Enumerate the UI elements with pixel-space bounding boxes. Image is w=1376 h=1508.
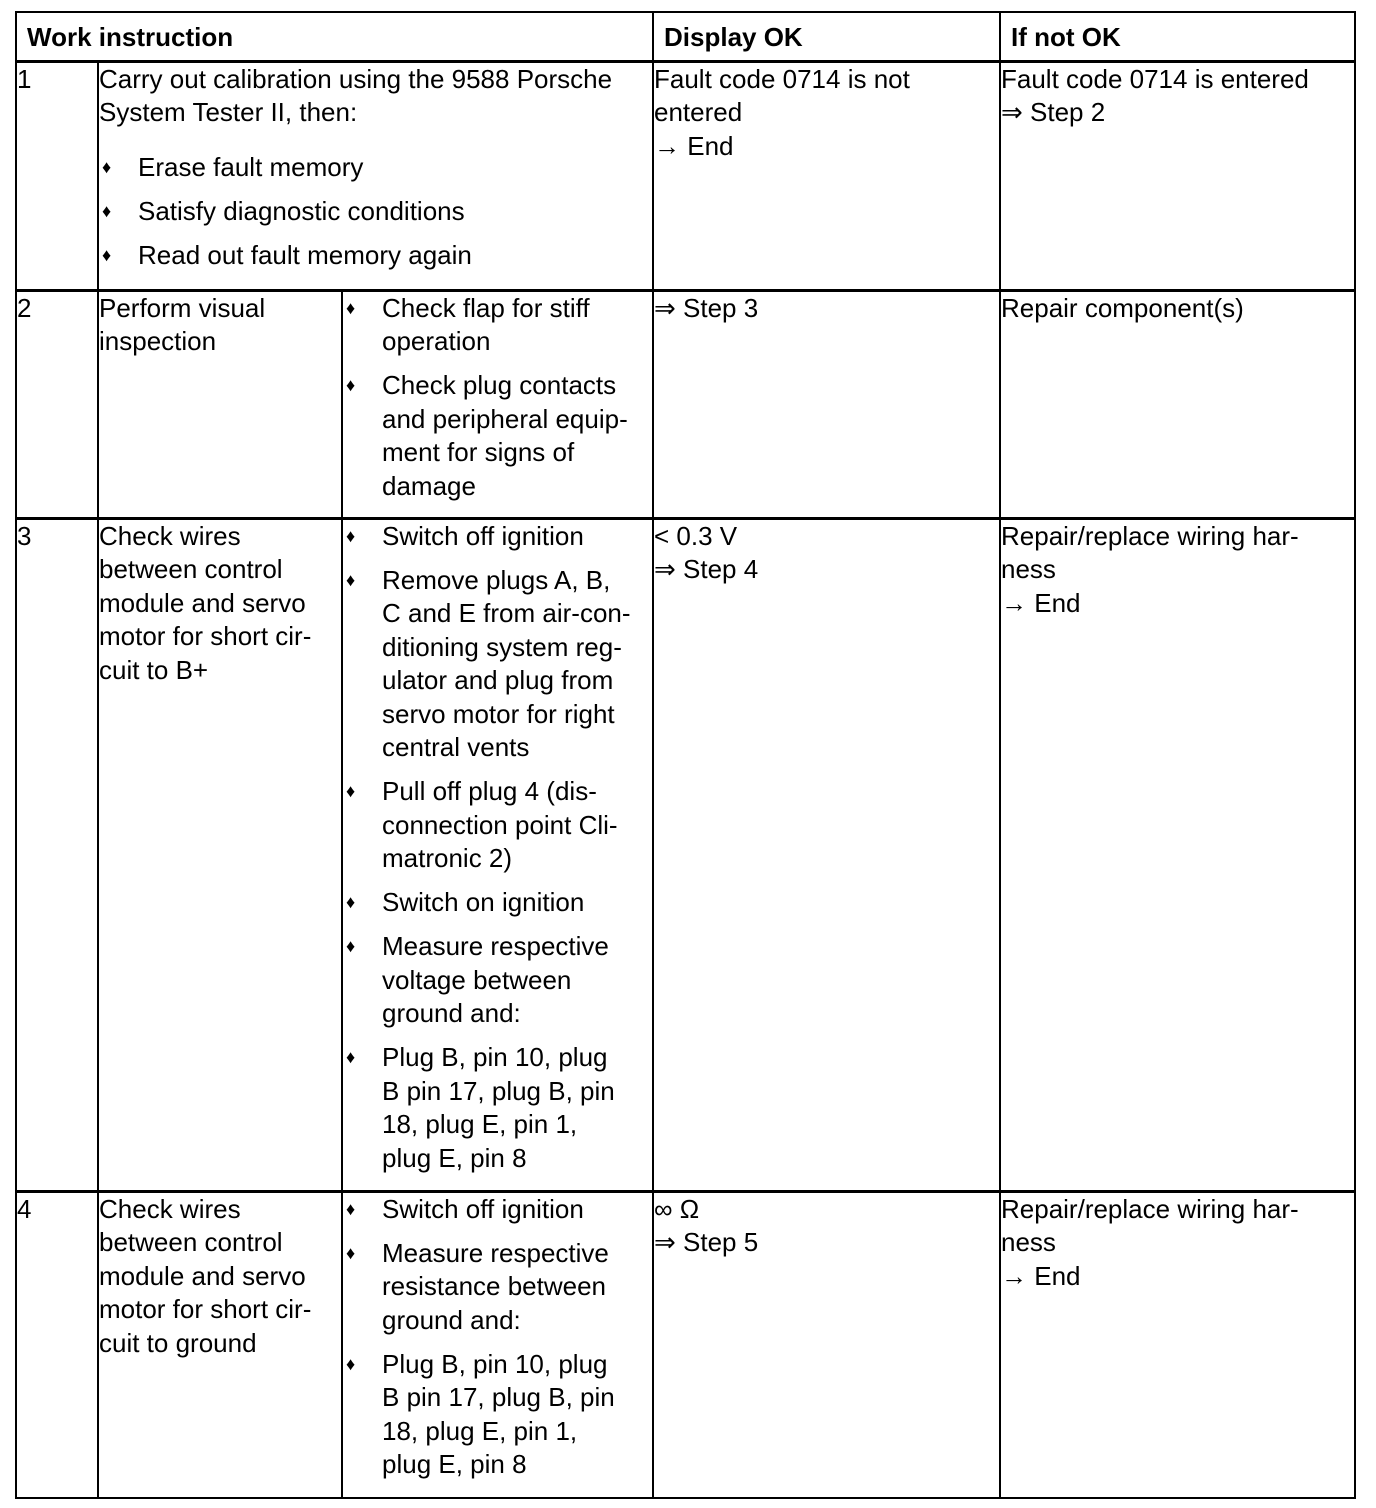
instruction-line: cuit to B+ [99, 654, 209, 685]
list-item-text: ♦ Read out fault memory again [138, 239, 472, 270]
instruction-line: Perform visual [99, 292, 266, 323]
substep-cell [342, 518, 653, 1191]
header-display-ok: Display OK [653, 12, 1000, 61]
list-item-text: ♦ Remove plugs A, B, [382, 564, 611, 595]
list-item-text: ♦ Measure respective [382, 931, 609, 961]
instruction-line: Carry out calibration using the 9588 Porsche [99, 63, 613, 94]
if-not-ok-cell [1000, 518, 1355, 1191]
if-not-ok-line: ness [1001, 1227, 1056, 1257]
list-item-text: ditioning system reg- [382, 631, 622, 662]
list-item [343, 1348, 652, 1482]
list-item [343, 369, 652, 503]
list-item-text: connection point Cli- [382, 809, 618, 840]
list-item-text: ground and: [382, 1304, 521, 1335]
instruction-line: module and servo [99, 1260, 306, 1291]
instruction-line: motor for short cir- [99, 621, 312, 651]
list-item-text: central vents [382, 732, 530, 762]
instruction-line: System Tester II, then: [99, 97, 358, 127]
list-item [99, 151, 652, 185]
list-item-text: 18, plug E, pin 1, [382, 1109, 578, 1139]
list-item [343, 292, 652, 359]
instruction-line: Check wires [99, 1193, 241, 1224]
list-item-text: operation [382, 326, 491, 356]
instruction-line: cuit to ground [99, 1327, 257, 1358]
step-number: 1 [16, 61, 98, 290]
table-row [16, 1191, 1355, 1498]
if-not-ok-cell [1000, 290, 1355, 518]
display-ok-cell [653, 61, 1000, 290]
list-item [343, 1237, 652, 1338]
list-item [343, 775, 652, 876]
if-not-ok-line: ⇒ Step 2 [1001, 97, 1106, 127]
list-item-text: matronic 2) [382, 843, 513, 873]
list-item-text: ground and: [382, 998, 521, 1028]
list-item-text: ment for signs of [382, 437, 575, 467]
step-number: 4 [16, 1191, 98, 1498]
list-item-text: ♦ Switch off ignition [382, 1193, 584, 1224]
list-item-text: ♦ Switch on ignition [382, 887, 585, 917]
if-not-ok-line: Fault code 0714 is entered [1001, 63, 1309, 94]
list-item-text: ♦ Switch off ignition [382, 520, 584, 551]
instruction-line: inspection [99, 326, 217, 356]
list-item-text: damage [382, 470, 476, 501]
list-item-text: 18, plug E, pin 1, [382, 1415, 578, 1446]
instruction-cell [98, 290, 342, 518]
display-ok-line: < 0.3 V [654, 520, 738, 551]
list-item [99, 239, 652, 273]
instruction-line: Check wires [99, 520, 241, 551]
if-not-ok-line: Repair/replace wiring har- [1001, 1193, 1299, 1224]
header-if-not-ok: If not OK [1000, 12, 1355, 61]
display-ok-line: ⇒ Step 3 [654, 292, 759, 323]
table-row [16, 61, 1355, 290]
list-item [99, 195, 652, 229]
substep-list [99, 151, 652, 273]
display-ok-cell [653, 518, 1000, 1191]
step-number: 2 [16, 290, 98, 518]
instruction-cell [98, 518, 342, 1191]
list-item-text: ♦ Erase fault memory [138, 151, 364, 182]
header-work-instruction: Work instruction [16, 12, 653, 61]
substep-cell [342, 1191, 653, 1498]
list-item-text: ♦ Measure respective [382, 1237, 609, 1268]
display-ok-line: ⇒ Step 5 [654, 1227, 759, 1257]
instruction-cell [98, 61, 653, 290]
if-not-ok-line: Repair component(s) [1001, 292, 1244, 323]
substep-cell [342, 290, 653, 518]
display-ok-line: entered [654, 97, 743, 127]
if-not-ok-cell [1000, 1191, 1355, 1498]
list-item-text: C and E from air-con- [382, 598, 631, 628]
display-ok-cell [653, 290, 1000, 518]
list-item-text: servo motor for right [382, 698, 615, 729]
list-item-text: B pin 17, plug B, pin [382, 1382, 615, 1412]
list-item-text: plug E, pin 8 [382, 1142, 527, 1173]
instruction-line: between control [99, 554, 283, 584]
list-item-text: voltage between [382, 964, 572, 995]
list-item-text: ♦ Plug B, pin 10, plug [382, 1042, 608, 1072]
list-item-text: plug E, pin 8 [382, 1449, 527, 1479]
list-item-text: and peripheral equip- [382, 403, 628, 434]
list-item-text: ♦ Check plug contacts [382, 370, 617, 400]
table-row [16, 290, 1355, 518]
display-ok-cell [653, 1191, 1000, 1498]
instruction-line: module and servo [99, 587, 306, 618]
display-ok-line: → End [654, 130, 734, 161]
if-not-ok-line: → End [1001, 1260, 1081, 1291]
list-item [343, 886, 652, 920]
instruction-line: motor for short cir- [99, 1294, 312, 1324]
display-ok-line: ∞ Ω [654, 1193, 700, 1224]
list-item-text: ♦ Satisfy diagnostic conditions [138, 195, 465, 226]
list-item-text: ♦ Pull off plug 4 (dis- [382, 776, 597, 806]
substep-list [343, 1193, 652, 1482]
if-not-ok-cell [1000, 61, 1355, 290]
list-item [343, 1193, 652, 1227]
list-item [343, 520, 652, 554]
list-item-text: resistance between [382, 1271, 607, 1301]
list-item [343, 1041, 652, 1175]
substep-list [343, 292, 652, 504]
list-item-text: ♦ Check flap for stiff [382, 292, 590, 323]
instruction-line: between control [99, 1227, 283, 1257]
work-instruction-table [15, 11, 1356, 1499]
if-not-ok-line: → End [1001, 587, 1081, 618]
list-item [343, 930, 652, 1031]
list-item [343, 564, 652, 765]
list-item-text: ♦ Plug B, pin 10, plug [382, 1348, 608, 1379]
display-ok-line: ⇒ Step 4 [654, 554, 759, 584]
substep-list [343, 520, 652, 1176]
list-item-text: B pin 17, plug B, pin [382, 1075, 615, 1106]
display-ok-line: Fault code 0714 is not [654, 63, 910, 94]
table-header-row [16, 12, 1355, 61]
if-not-ok-line: Repair/replace wiring har- [1001, 520, 1299, 551]
step-number: 3 [16, 518, 98, 1191]
if-not-ok-line: ness [1001, 554, 1056, 584]
instruction-cell [98, 1191, 342, 1498]
table-row [16, 518, 1355, 1191]
list-item-text: ulator and plug from [382, 665, 614, 695]
